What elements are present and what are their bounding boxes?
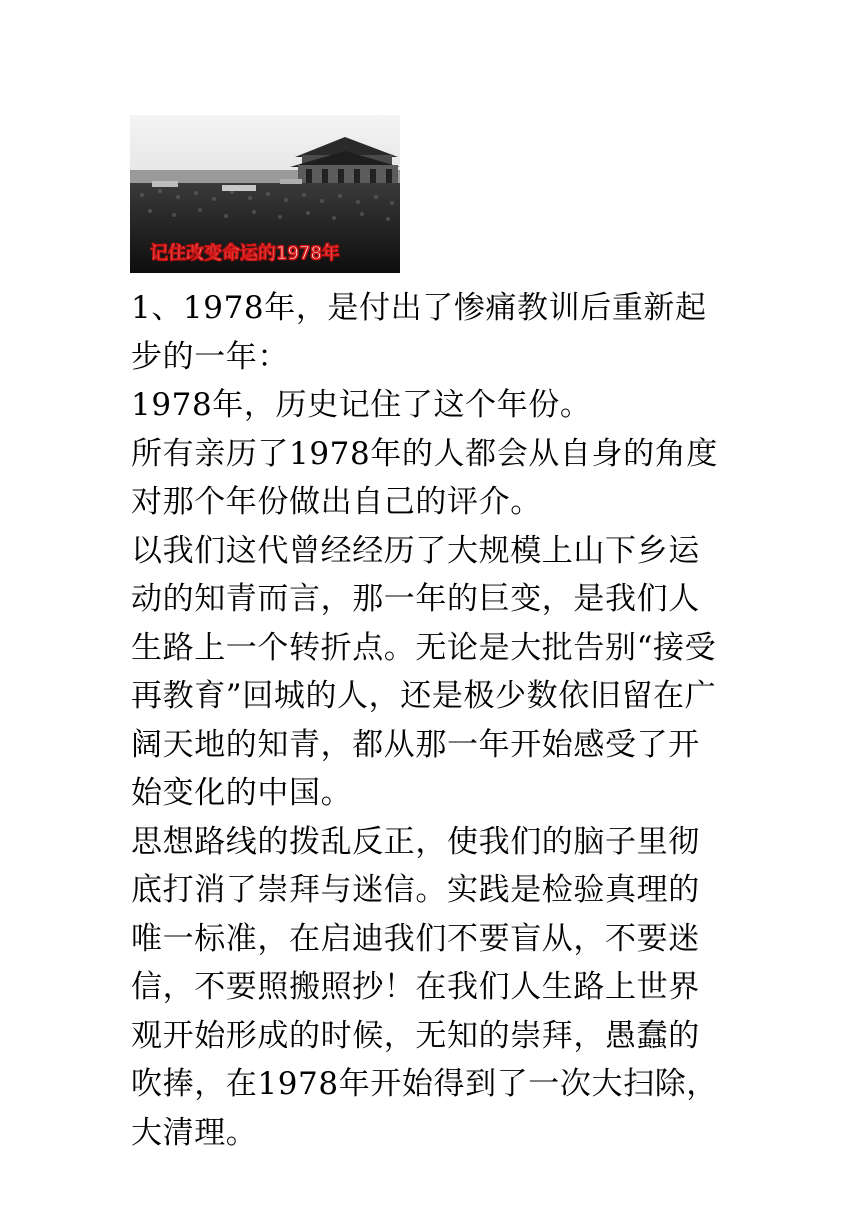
historical-photo (130, 115, 400, 273)
article-body (131, 284, 731, 1157)
photo-caption: 记住改变命运的1978年 (150, 243, 340, 264)
section-heading: 1、1978年，是付出了惨痛教训后重新起步的一年： (131, 290, 707, 375)
paragraph: 以我们这代曾经经历了大规模上山下乡运动的知青而言，那一年的巨变，是我们人生路上一个转折点。无论是大批告别“接受再教育”回城的人，还是极少数依旧留在广阔天地的知青，都从那一年开始感受了开始变化的中国。 (131, 532, 717, 811)
paragraph: 1978年，历史记住了这个年份。 (131, 387, 592, 423)
paragraph: 思想路线的拨乱反正，使我们的脑子里彻底打消了崇拜与迷信。实践是检验真理的唯一标准，在启迪我们不要盲从，不要迷信，不要照搬照抄！在我们人生路上世界观开始形成的时候，无知的崇拜，愚蠢的吹捧，在1978年开始得到了一次大扫除，大清理。 (131, 823, 718, 1151)
paragraph: 所有亲历了1978年的人都会从自身的角度对那个年份做出自己的评介。 (131, 435, 718, 520)
